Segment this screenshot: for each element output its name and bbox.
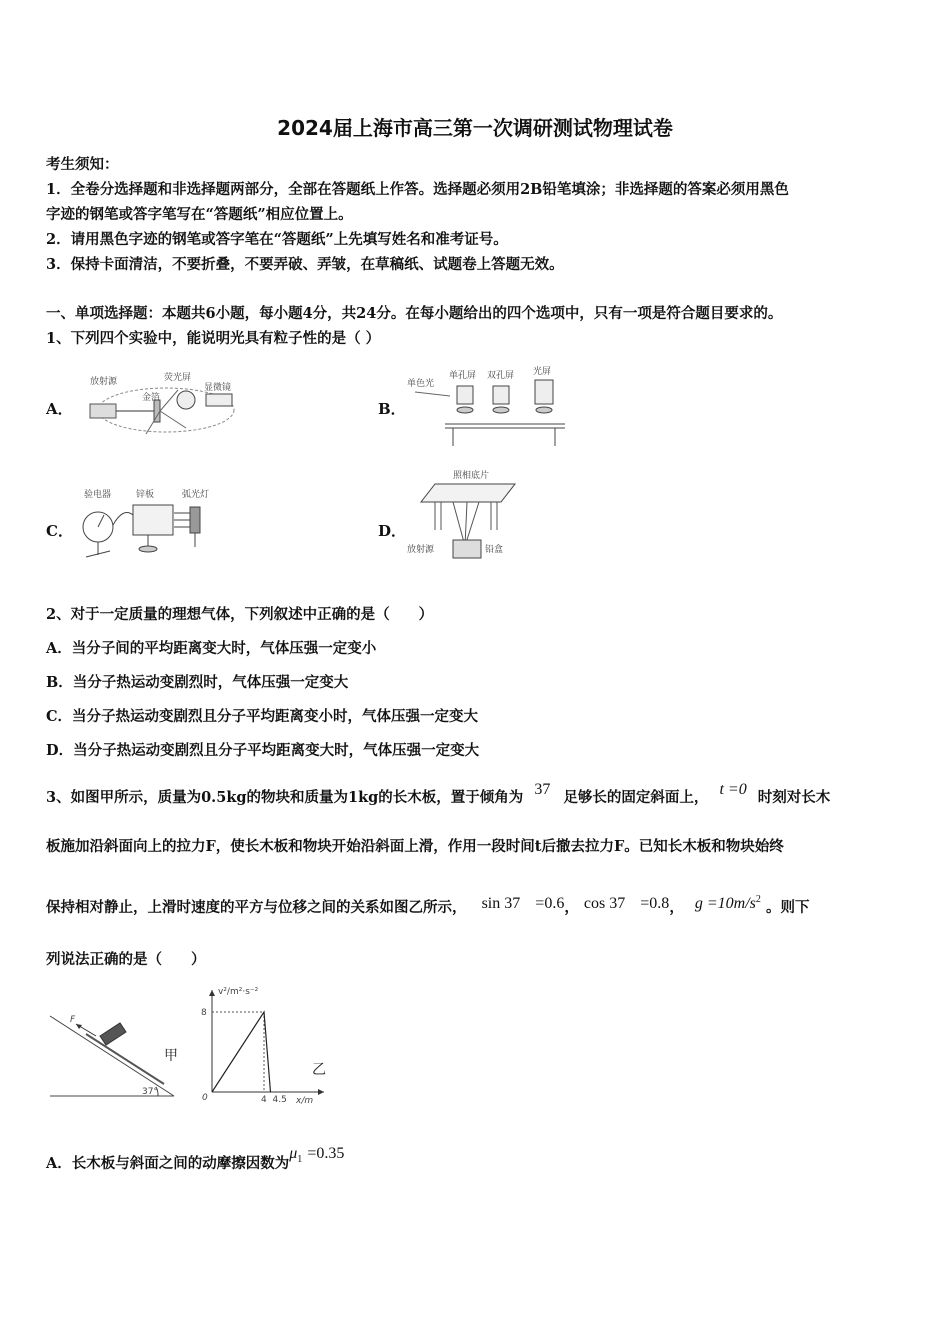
chart-origin-label: 0 xyxy=(202,1093,208,1103)
q3-time-zero: t =0 xyxy=(719,781,747,798)
q3-mu-sub: 1 xyxy=(297,1153,303,1165)
figure-radioactive-deflection xyxy=(405,468,525,568)
q1-label-a: A． xyxy=(46,400,73,418)
q3-sin-value: =0.6 xyxy=(535,895,565,912)
q3-angle: 37 xyxy=(534,781,551,798)
figure-alpha-scattering xyxy=(86,370,246,440)
fig-a-label-source: 放射源 xyxy=(90,377,118,387)
q1-stem: 1、下列四个实验中，能说明光具有粒子性的是（ ） xyxy=(46,330,381,347)
chart-ytick-8: 8 xyxy=(201,1008,207,1018)
fig-jia-label: 甲 xyxy=(164,1048,178,1064)
fig-a-label-foil: 金箔 xyxy=(142,393,161,403)
q1-label-d: D． xyxy=(378,522,407,540)
q2-stem: 2、对于一定质量的理想气体，下列叙述中正确的是（ ） xyxy=(46,606,434,623)
q3-mu: μ xyxy=(289,1145,298,1162)
q3-text-1c: 时刻对长木 xyxy=(757,789,831,806)
q3-cos: cos 37 xyxy=(583,895,626,912)
chart-xtick-4-5: 4.5 xyxy=(272,1095,287,1105)
fig-c-label-electroscope: 验电器 xyxy=(84,490,112,500)
section-heading: 一、单项选择题：本题共6小题，每小题4分，共24分。在每小题给出的四个选项中，只有一项是符合题目要求的。 xyxy=(46,305,783,322)
fig-a-label-microscope: 显微镜 xyxy=(204,383,232,393)
q3-line-3 xyxy=(46,896,916,917)
fig-a-label-screen: 荧光屏 xyxy=(164,373,192,383)
q3-text-1a: 3、如图甲所示，质量为0.5kg的物块和质量为1kg的长木板，置于倾角为 xyxy=(46,789,524,806)
notice-item-1: 1．全卷分选择题和非选择题两部分，全部在答题纸上作答。选择题必须用2B铅笔填涂；非选择题的答案必须用黑色 xyxy=(46,181,789,198)
chart-series-line xyxy=(212,1012,271,1092)
q3-gravity: g =10m/s xyxy=(694,895,756,912)
q1-label-c: C． xyxy=(46,522,73,540)
fig-c-label-zinc: 锌板 xyxy=(136,490,155,500)
fig-b-label-screen: 光屏 xyxy=(533,367,552,377)
notice-item-1-cont: 字迹的钢笔或答字笔写在“答题纸”相应位置上。 xyxy=(46,206,353,223)
q2-option-b: B．当分子热运动变剧烈时，气体压强一定变大 xyxy=(46,674,349,691)
notice-heading: 考生须知： xyxy=(46,156,119,173)
q3-sin: sin 37 xyxy=(481,895,521,912)
fig-d-label-source: 放射源 xyxy=(407,545,435,555)
q2-option-d: D．当分子热运动变剧烈且分子平均距离变大时，气体压强一定变大 xyxy=(46,742,480,759)
fig-d-label-film: 照相底片 xyxy=(453,471,490,481)
q3-sep-2: ， xyxy=(669,899,684,916)
q3-text-3b: 。则下 xyxy=(765,899,810,916)
page-title: 2024届上海市高三第一次调研测试物理试卷 xyxy=(277,116,673,140)
q3-gravity-exp: 2 xyxy=(755,894,761,906)
q3-mu-value: =0.35 xyxy=(307,1145,345,1162)
fig-jia-force-label: F xyxy=(70,1015,76,1025)
q3-line-2: 板施加沿斜面向上的拉力F，使长木板和物块开始沿斜面上滑，作用一段时间t后撤去拉力F。已知长木板和物块始终 xyxy=(46,838,784,855)
q3-sep-1: ， xyxy=(564,899,579,916)
fig-yi-label: 乙 xyxy=(312,1062,326,1078)
figure-incline-jia xyxy=(46,1010,196,1102)
q1-label-b: B． xyxy=(378,400,406,418)
chart-x-label: x/m xyxy=(296,1096,314,1106)
fig-b-label-light: 单色光 xyxy=(407,379,435,389)
figure-photoelectric xyxy=(78,485,228,563)
q3-cos-value: =0.8 xyxy=(640,895,670,912)
notice-item-3: 3．保持卡面清洁，不要折叠，不要弄破、弄皱，在草稿纸、试题卷上答题无效。 xyxy=(46,256,564,273)
chart-xtick-4: 4 xyxy=(261,1095,267,1105)
q3-line-1 xyxy=(46,781,916,807)
figure-chart-yi xyxy=(196,982,336,1106)
fig-jia-angle-label: 37° xyxy=(142,1087,158,1097)
q3-option-a-text: A．长木板与斜面之间的动摩擦因数为 xyxy=(46,1155,290,1172)
notice-item-2: 2．请用黑色字迹的钢笔或答字笔在“答题纸”上先填写姓名和准考证号。 xyxy=(46,231,508,248)
fig-d-label-lead: 铅盒 xyxy=(485,545,504,555)
q2-option-a: A．当分子间的平均距离变大时，气体压强一定变小 xyxy=(46,640,377,657)
q3-line-4: 列说法正确的是（ ） xyxy=(46,951,206,968)
chart-y-label: v²/m²·s⁻² xyxy=(218,987,259,997)
figure-double-slit xyxy=(405,366,570,448)
q2-option-c: C．当分子热运动变剧烈且分子平均距离变小时，气体压强一定变大 xyxy=(46,708,479,725)
fig-c-label-lamp: 弧光灯 xyxy=(182,490,210,500)
q3-text-1b: 足够长的固定斜面上， xyxy=(563,789,709,806)
fig-b-label-double: 双孔屏 xyxy=(487,371,515,381)
fig-b-label-single: 单孔屏 xyxy=(449,371,477,381)
q3-text-3a: 保持相对静止，上滑时速度的平方与位移之间的关系如图乙所示， xyxy=(46,899,467,916)
q3-option-a xyxy=(46,1145,916,1175)
